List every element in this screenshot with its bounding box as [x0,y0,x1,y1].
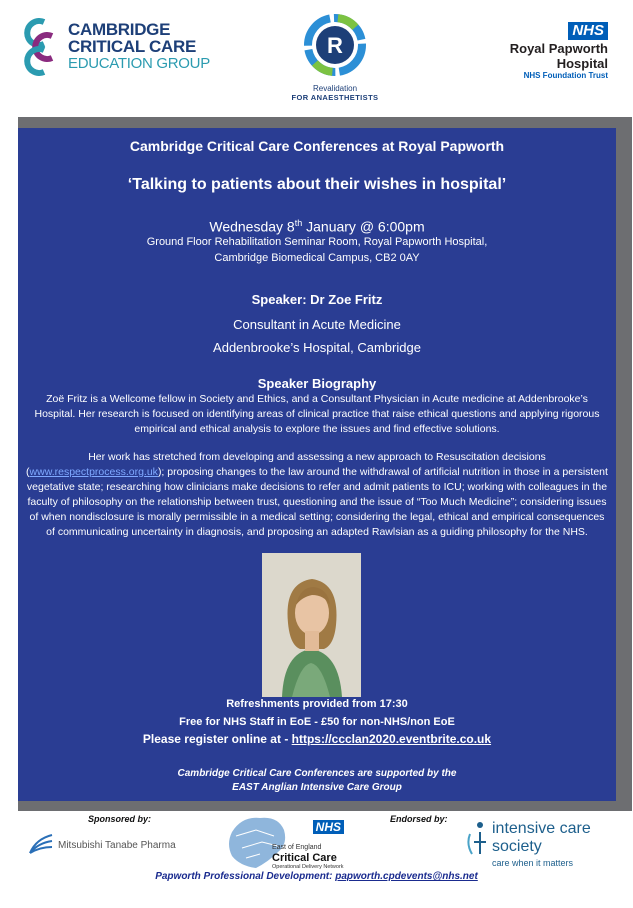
intensive-care-society-logo [466,818,616,874]
eoe-nhs-badge: NHS [313,820,344,834]
mitsubishi-tanabe-icon [28,833,54,855]
eoe-line2: Critical Care [272,852,337,864]
speaker-institution: Addenbrooke’s Hospital, Cambridge [213,340,421,355]
sponsor-name: Mitsubishi Tanabe Pharma [58,840,176,851]
mitsubishi-tanabe-logo [28,833,208,855]
panel-side-border [616,128,632,801]
revalidation-line1: Revalidation [312,84,358,93]
revalidation-line2: FOR ANAESTHETISTS [291,93,379,102]
eoe-line1: East of England [272,844,322,851]
event-date: Wednesday 8th January @ 6:00pm [209,218,425,235]
event-location-line1: Ground Floor Rehabilitation Seminar Room, Royal Papworth Hospital, [146,236,488,248]
contact-email-link[interactable]: papworth.cpdevents@nhs.net [335,871,478,882]
panel-bottom-border [18,801,632,811]
registration: Please register online at - https://ccclan2020.eventbrite.co.uk [142,732,492,746]
speaker-portrait-image [262,553,361,697]
respect-process-link[interactable]: www.respectprocess.org.uk [29,466,158,478]
footer-contact: Papworth Professional Development: papworth.cpdevents@nhs.net [155,871,478,882]
ics-heartbeat-icon [466,820,490,860]
ccc-logo-line2: CRITICAL CARE [68,37,197,56]
support-line2: EAST Anglian Intensive Care Group [232,782,402,793]
revalidation-cycle-icon [303,13,367,77]
ccc-logo-line1: CAMBRIDGE [68,20,171,39]
pricing-note: Free for NHS Staff in EoE - £50 for non-NHS/non EoE [179,716,455,728]
event-location-line2: Cambridge Biomedical Campus, CB2 0AY [214,252,420,264]
revalidation-logo [285,13,385,103]
ics-line2: society [492,838,542,855]
conference-series: Cambridge Critical Care Conferences at Royal Papworth [129,138,505,154]
eoe-critical-care-logo [222,812,352,874]
nhs-trust-name: NHS Foundation Trust [523,71,608,80]
ics-line1: intensive care [492,820,591,837]
bio-paragraph-2: Her work has stretched from developing and assessing a new approach to Resuscitation decisions (www.respectprocess.org.uk); proposing changes to the law around the withdrawal of artificial nutrition in those in a persistent vegetative state; researching how clinicians make decisions to refer and admit patients to ICU; working with colleagues in the faculty of philosophy on the relationship between trust, questioning and the issue of “Too Much Medicine”; considering issues of when nondisclosure is morally permissible in a medical setting; considering the legal, ethical and empirical consequences of communicating uncertainty in diagnosis, and proposing an adapted Rawlsian as a guiding philosophy for the NHS. [26,451,608,538]
speaker-name: Speaker: Dr Zoe Fritz [251,292,383,307]
support-line1: Cambridge Critical Care Conferences are supported by the [177,768,457,779]
event-panel [18,128,616,801]
revalidation-letter: R [327,33,343,58]
bio-paragraph-1: Zoë Fritz is a Wellcome fellow in Society and Ethics, and a Consultant Physician in Acute medicine at Addenbrooke’s Hospital. Her research is focused on identifying areas of clinical practice that raise ethical questions and applying rigorous empirical and ethical analysis to explore the issues and find effective solutions. [34,393,600,435]
event-title: ‘Talking to patients about their wishes in hospital’ [127,176,507,193]
ccc-logo-line3: EDUCATION GROUP [68,55,210,72]
ics-tagline: care when it matters [492,858,574,868]
bio-heading: Speaker Biography [257,376,377,391]
ccc-logo-icon [22,18,66,76]
eoe-line3: Operational Delivery Network [272,864,344,870]
endorsed-label: Endorsed by: [390,814,448,824]
sponsored-label: Sponsored by: [88,814,152,824]
cambridge-critical-care-logo [22,18,212,78]
royal-papworth-logo [458,22,608,82]
speaker-photo [262,553,361,697]
registration-link[interactable]: https://ccclan2020.eventbrite.co.uk [291,732,492,746]
nhs-org-name: Royal Papworth Hospital [509,41,608,71]
refreshments-note: Refreshments provided from 17:30 [226,698,408,710]
nhs-badge: NHS [568,22,608,40]
speaker-role: Consultant in Acute Medicine [233,317,401,332]
